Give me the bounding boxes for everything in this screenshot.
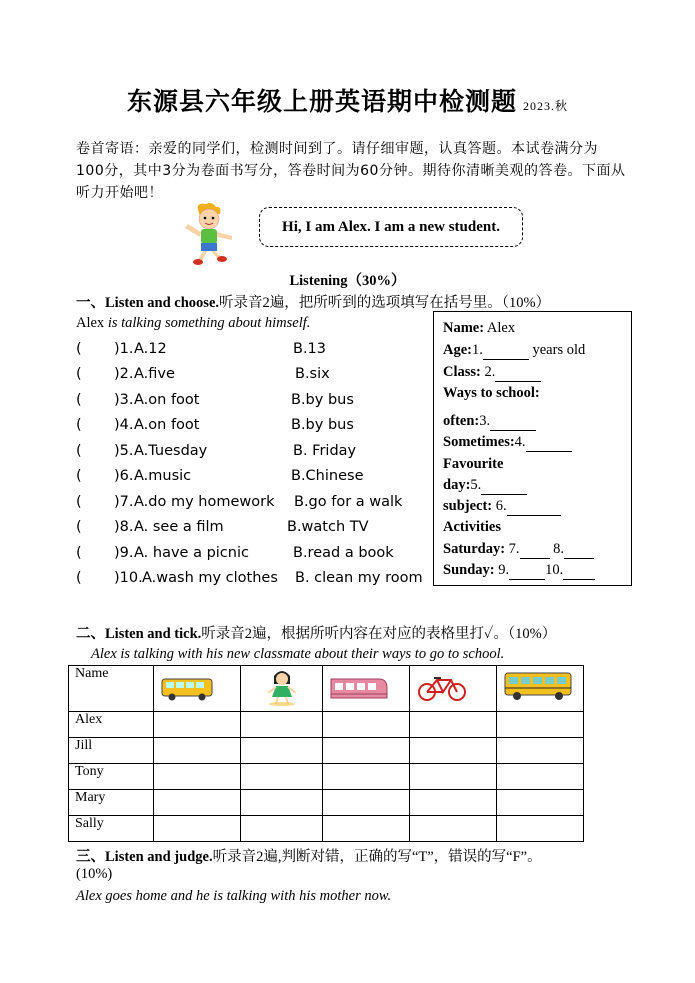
answer-paren[interactable]: ( <box>76 341 82 357</box>
tick-cell[interactable] <box>323 712 410 738</box>
answer-paren[interactable]: ( <box>76 545 82 561</box>
title-year: 2023.秋 <box>523 99 569 113</box>
question-row-9 <box>76 545 426 570</box>
tick-cell[interactable] <box>410 790 497 816</box>
question-number: )4. <box>114 417 134 433</box>
table-row <box>69 790 584 816</box>
section1-title-bold: Listen and choose. <box>105 295 220 311</box>
tick-cell[interactable] <box>241 764 323 790</box>
section3-title-rest: 听录音2遍,判断对错，正确的写“T”，错误的写“F”。 <box>212 849 542 865</box>
answer-paren[interactable]: ( <box>76 417 82 433</box>
option-b: B.13 <box>293 341 327 357</box>
tick-cell[interactable] <box>410 816 497 842</box>
option-b: B.go for a walk <box>294 494 403 510</box>
tick-cell[interactable] <box>241 816 323 842</box>
question-row-7 <box>76 494 426 519</box>
answer-paren[interactable]: ( <box>76 570 82 586</box>
question-row-2 <box>76 366 426 391</box>
section2-title-bold: Listen and tick. <box>105 626 202 642</box>
header-cell <box>497 666 584 712</box>
option-b: B. clean my room <box>295 570 423 586</box>
question-row-1 <box>76 341 426 366</box>
section1-subtitle <box>76 315 310 332</box>
answer-blank[interactable] <box>526 434 572 452</box>
boy-cartoon-icon <box>176 202 242 266</box>
table-header-row <box>69 666 584 712</box>
day-label: day: <box>443 477 471 493</box>
blank-number: 8. <box>549 541 565 557</box>
option-a: A.12 <box>134 341 167 357</box>
tick-cell[interactable] <box>497 712 584 738</box>
option-b: B. Friday <box>293 443 357 459</box>
option-b: B.by bus <box>291 417 354 433</box>
page-title <box>0 82 695 118</box>
question-row-6 <box>76 468 426 493</box>
saturday-label: Saturday: <box>443 541 506 557</box>
tick-cell[interactable] <box>323 790 410 816</box>
option-a: A. see a film <box>134 519 224 535</box>
question-row-4 <box>76 417 426 442</box>
answer-blank[interactable] <box>490 413 536 431</box>
listening-heading: Listening（30%） <box>289 273 406 289</box>
section2-number: 二、 <box>76 626 105 642</box>
answer-paren[interactable]: ( <box>76 366 82 382</box>
name-header: Name <box>69 666 154 712</box>
ways-label: Ways to school: <box>443 385 540 401</box>
school-bus-icon <box>503 670 575 702</box>
table-row <box>69 816 584 842</box>
often-label: often: <box>443 413 480 429</box>
tick-cell[interactable] <box>154 764 241 790</box>
option-a: A.five <box>134 366 175 382</box>
blank-number: 7. <box>505 541 520 557</box>
question-number: )3. <box>114 392 134 408</box>
tick-cell[interactable] <box>323 738 410 764</box>
section2-subtitle: Alex is talking with his new classmate about their ways to go to school. <box>91 646 505 662</box>
question-row-10 <box>76 570 426 595</box>
train-icon <box>329 676 389 702</box>
question-number: )5. <box>114 443 134 459</box>
tick-cell[interactable] <box>497 816 584 842</box>
age-suffix: years old <box>528 342 586 358</box>
answer-blank[interactable] <box>495 364 541 382</box>
row-name: Mary <box>69 790 154 816</box>
header-cell <box>323 666 410 712</box>
tick-cell[interactable] <box>154 738 241 764</box>
option-a: A.do my homework <box>134 494 275 510</box>
question-row-3 <box>76 392 426 417</box>
tick-cell[interactable] <box>154 712 241 738</box>
section1-subtitle-italic: is talking something about himself. <box>107 315 311 331</box>
tick-cell[interactable] <box>497 738 584 764</box>
option-a: A. have a picnic <box>134 545 249 561</box>
title-text: 东源县六年级上册英语期中检测题 <box>126 89 517 116</box>
option-a: A.Tuesday <box>134 443 208 459</box>
blank-number: 3. <box>479 413 491 429</box>
row-name: Alex <box>69 712 154 738</box>
tick-cell[interactable] <box>323 816 410 842</box>
girl-walking-icon <box>265 668 299 706</box>
header-cell <box>154 666 241 712</box>
class-label: Class: <box>443 364 481 380</box>
table-row <box>69 712 584 738</box>
section3-heading <box>76 845 542 866</box>
tick-cell[interactable] <box>154 816 241 842</box>
section1-subtitle-plain: Alex <box>76 315 108 331</box>
answer-blank[interactable] <box>507 498 561 516</box>
blank-number: 10. <box>545 562 564 578</box>
section3-title-bold: Listen and judge. <box>105 849 213 865</box>
row-name: Tony <box>69 764 154 790</box>
section1-number: 一、 <box>76 295 105 311</box>
sometimes-label: Sometimes: <box>443 434 515 450</box>
answer-blank[interactable] <box>563 562 595 580</box>
tick-cell[interactable] <box>241 712 323 738</box>
subject-label: subject: <box>443 498 493 514</box>
bus-icon <box>160 676 216 702</box>
section3-score: (10%) <box>76 866 113 882</box>
age-label: Age: <box>443 342 472 358</box>
section2-heading <box>76 622 556 643</box>
question-row-5 <box>76 443 426 468</box>
header-cell <box>410 666 497 712</box>
tick-cell[interactable] <box>410 738 497 764</box>
question-number: )8. <box>114 519 134 535</box>
speech-bubble: Hi, I am Alex. I am a new student. <box>259 207 523 247</box>
tick-cell[interactable] <box>497 764 584 790</box>
question-number: )7. <box>114 494 134 510</box>
option-a: A.wash my clothes <box>142 570 278 586</box>
option-a: A.on foot <box>134 417 200 433</box>
blank-number: 5. <box>470 477 482 493</box>
question-number: )1. <box>114 341 134 357</box>
tick-cell[interactable] <box>410 764 497 790</box>
favourite-label: Favourite <box>443 456 504 472</box>
table-row <box>69 738 584 764</box>
section1-title-rest: 听录音2遍，把所听到的选项填写在括号里。（10%） <box>219 295 551 311</box>
bicycle-icon <box>416 674 468 702</box>
blank-number: 6. <box>492 498 507 514</box>
name-label: Name: <box>443 320 485 336</box>
row-name: Jill <box>69 738 154 764</box>
info-box <box>433 311 632 586</box>
answer-blank[interactable] <box>564 541 594 559</box>
section3-number: 三、 <box>76 849 105 865</box>
section1-heading <box>76 291 550 312</box>
answer-blank[interactable] <box>520 541 550 559</box>
tick-cell[interactable] <box>410 712 497 738</box>
option-b: B.six <box>295 366 330 382</box>
answer-paren[interactable]: ( <box>76 443 82 459</box>
activities-label: Activities <box>443 519 501 535</box>
intro-paragraph: 卷首寄语：亲爱的同学们，检测时间到了。请仔细审题，认真答题。本试卷满分为100分，其中3分为卷面书写分，答卷时间为60分钟。期待你清晰美观的答卷。下面从听力开始吧！ <box>76 141 626 201</box>
name-value: Alex <box>484 320 516 336</box>
option-a: A.music <box>134 468 192 484</box>
question-number: )10. <box>114 570 143 586</box>
blank-number: 4. <box>514 434 526 450</box>
question-number: )6. <box>114 468 134 484</box>
table-row <box>69 764 584 790</box>
tick-table <box>68 665 584 842</box>
tick-cell[interactable] <box>323 764 410 790</box>
option-a: A.on foot <box>134 392 200 408</box>
blank-number: 9. <box>494 562 510 578</box>
sunday-label: Sunday: <box>443 562 495 578</box>
answer-blank[interactable] <box>483 342 529 360</box>
row-name: Sally <box>69 816 154 842</box>
answer-paren[interactable]: ( <box>76 494 82 510</box>
section3-subtitle: Alex goes home and he is talking with his mother now. <box>76 888 392 904</box>
blank-number: 2. <box>480 364 496 380</box>
answer-paren[interactable]: ( <box>76 519 82 535</box>
blank-number: 1. <box>472 342 483 358</box>
question-number: )9. <box>114 545 134 561</box>
answer-paren[interactable]: ( <box>76 468 82 484</box>
option-b: B.Chinese <box>291 468 364 484</box>
tick-cell[interactable] <box>154 790 241 816</box>
answer-blank[interactable] <box>481 477 527 495</box>
question-number: )2. <box>114 366 134 382</box>
answer-blank[interactable] <box>509 562 545 580</box>
question-row-8 <box>76 519 426 544</box>
tick-cell[interactable] <box>241 790 323 816</box>
option-b: B.by bus <box>291 392 354 408</box>
option-b: B.watch TV <box>287 519 369 535</box>
tick-cell[interactable] <box>241 738 323 764</box>
option-b: B.read a book <box>293 545 394 561</box>
header-cell <box>241 666 323 712</box>
answer-paren[interactable]: ( <box>76 392 82 408</box>
tick-cell[interactable] <box>497 790 584 816</box>
section2-title-rest: 听录音2遍，根据所听内容在对应的表格里打✓。（10%） <box>201 626 557 642</box>
